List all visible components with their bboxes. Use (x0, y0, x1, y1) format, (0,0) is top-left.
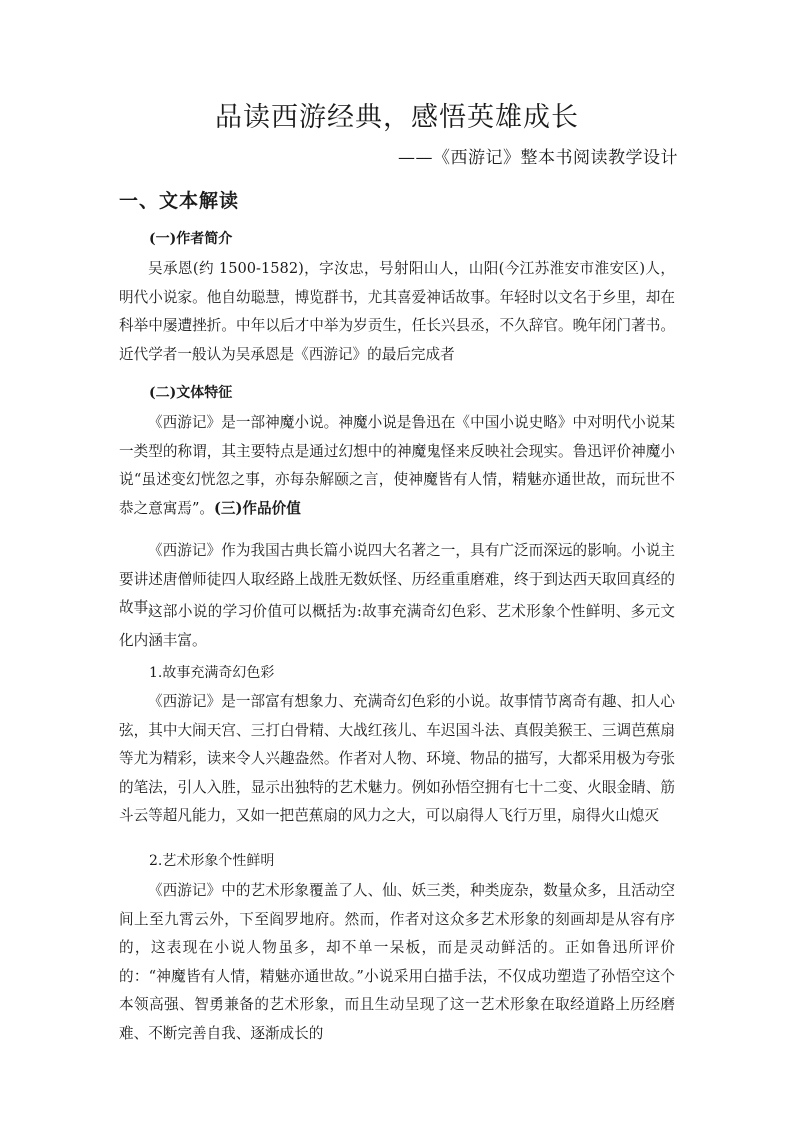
document-title: 品读西游经典，感悟英雄成长 (215, 102, 579, 133)
genre-text: 《西游记》是一部神魔小说。神魔小说是鲁迅在《中国小说史略》中对明代小说某一类型的称谓，其主要特点是通过幻想中的神魔鬼怪来反映社会现实。鲁迅评价神魔小说“虽述变幻恍忽之事，亦每杂解颐之言，使神魔皆有人情，精魅亦通世故，而玩世不恭之意寓焉”。 (119, 414, 675, 517)
paragraph-genre (119, 409, 675, 523)
point-heading-characters: 2.艺术形象个性鲜明 (149, 853, 275, 869)
paragraph-value-2: 这部小说的学习价值可以概括为:故事充满奇幻色彩、艺术形象个性鲜明、多元文化内涵丰富。 (119, 603, 675, 649)
subheading-author: (一)作者简介 (149, 231, 233, 247)
document-subtitle: ——《西游记》整本书阅读教学设计 (398, 148, 678, 168)
point-heading-fantasy: 1.故事充满奇幻色彩 (149, 665, 275, 681)
section-heading-text-interpretation: 一、文本解读 (119, 190, 240, 212)
paragraph-author: 吴承恩(约 1500-1582)，字汝忠，号射阳山人，山阳(今江苏淮安市淮安区)人，明代小说家。他自幼聪慧，博览群书，尤其喜爱神话故事。年轻时以文名于乡里，却在科举中屡遭挫折。中年以后才中举为岁贡生，任长兴县丞，不久辞官。晚年闭门著书。近代学者一般认为吴承恩是《西游记》的最后完成者 (119, 260, 675, 363)
subheading-genre: (二)文体特征 (149, 385, 233, 401)
paragraph-value-1: 《西游记》作为我国古典长篇小说四大名著之一，具有广泛而深远的影响。小说主要讲述唐僧师徒四人取经路上战胜无数妖怪、历经重重磨难，终于到达西天取回真经的故事。 (119, 542, 675, 617)
paragraph-fantasy: 《西游记》是一部富有想象力、充满奇幻色彩的小说。故事情节离奇有趣、扣人心弦，其中大闹天宫、三打白骨精、大战红孩儿、车迟国斗法、真假美猴王、三调芭蕉扇等尤为精彩，读来令人兴趣盎然。作者对人物、环境、物品的描写，大都采用极为夸张的笔法，引人入胜，显示出独特的艺术魅力。例如孙悟空拥有七十二变、火眼金睛、筋斗云等超凡能力，又如一把芭蕉扇的风力之大，可以扇得人飞行万里，扇得火山熄灭 (119, 693, 675, 825)
paragraph-characters: 《西游记》中的艺术形象覆盖了人、仙、妖三类，种类庞杂，数量众多，且活动空间上至九霄云外，下至阎罗地府。然而，作者对这众多艺术形象的刻画却是从容有序的，这表现在小说人物虽多，却不单一呆板，而是灵动鲜活的。正如鲁迅所评价的：“神魔皆有人情，精魅亦通世故。”小说采用白描手法，不仅成功塑造了孙悟空这个本领高强、智勇兼备的艺术形象，而且生动呈现了这一艺术形象在取经道路上历经磨难、不断完善自我、逐渐成长的 (119, 882, 675, 1042)
subheading-value: (三)作品价值 (214, 499, 301, 517)
